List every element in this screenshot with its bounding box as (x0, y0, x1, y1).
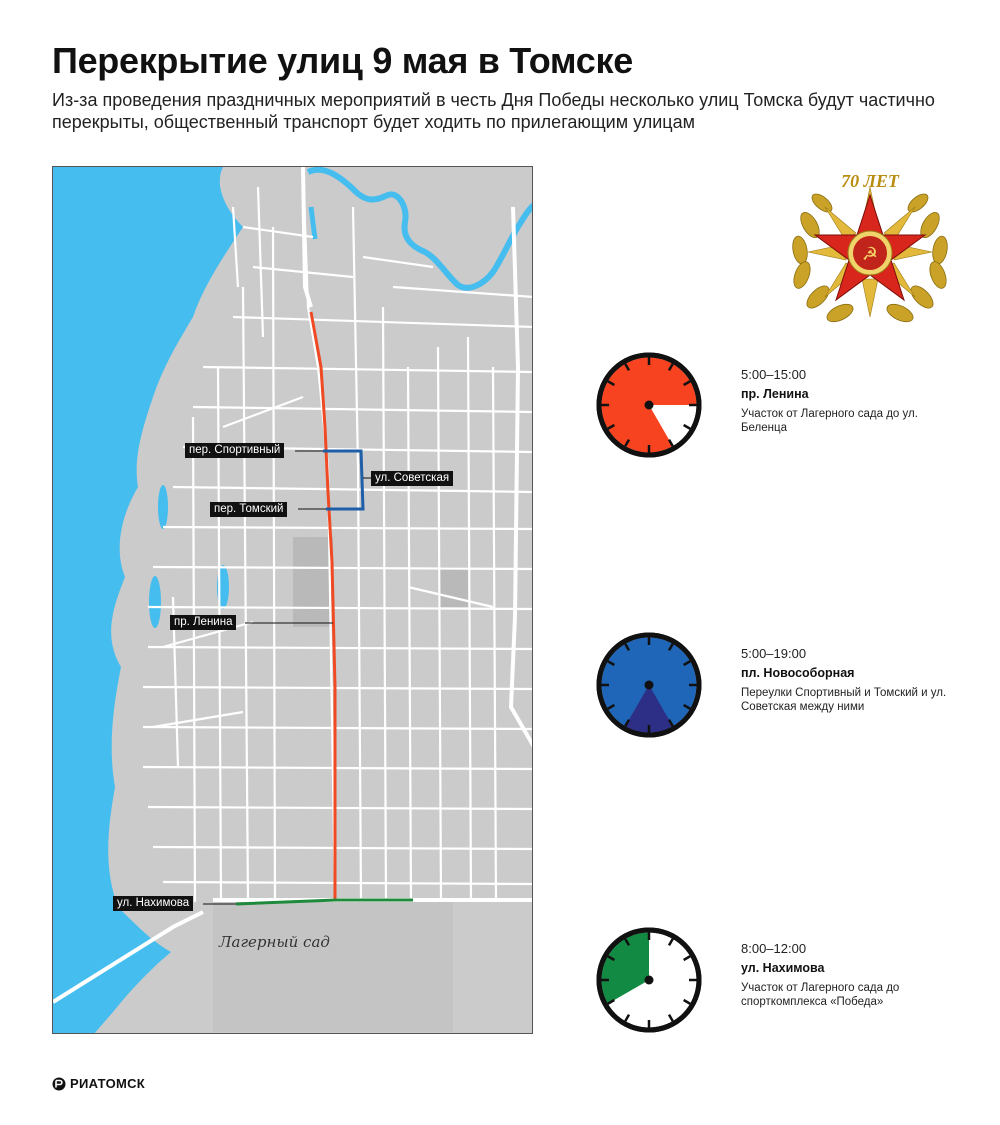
closure-time: 5:00–15:00 (741, 367, 807, 382)
victory-70-emblem (780, 165, 960, 335)
order-of-patriotic-war-icon (780, 165, 960, 335)
closure-place: пл. Новособорная (741, 666, 855, 680)
riatomsk-logo-icon (52, 1077, 66, 1091)
park-block (293, 537, 333, 627)
emblem-70-text: 70 ЛЕТ (841, 171, 899, 191)
closure-place: ул. Нахимова (741, 961, 825, 975)
closure-time: 5:00–19:00 (741, 646, 807, 661)
hammer-sickle-icon: ☭ (861, 244, 879, 265)
clock-novosobornaya (594, 630, 704, 740)
closure-nakhimova (741, 941, 961, 1009)
closure-place: пр. Ленина (741, 387, 809, 401)
pond (149, 576, 161, 628)
label-lenina: пр. Ленина (170, 615, 236, 630)
city-map[interactable] (52, 166, 533, 1034)
label-sportivny: пер. Спортивный (185, 443, 284, 458)
lagerny-sad-area (213, 902, 453, 1032)
logo-text: РИАТОМСК (70, 1076, 146, 1091)
clock-center (645, 681, 654, 690)
pond (158, 485, 168, 529)
closure-time: 8:00–12:00 (741, 941, 807, 956)
closure-description: Участок от Лагерного сада до ул. Беленца (741, 408, 918, 434)
clock-center (645, 976, 654, 985)
clock-center (645, 401, 654, 410)
riatomsk-logo[interactable] (52, 1076, 145, 1091)
closure-lenina (741, 367, 961, 435)
clock-lenina (594, 350, 704, 460)
page-title: Перекрытие улиц 9 мая в Томске (52, 40, 633, 81)
label-tomsky: пер. Томский (210, 502, 287, 517)
closure-description: Переулки Спортивный и Томский и ул. Советская между ними (741, 687, 947, 713)
clock-nakhimova (594, 925, 704, 1035)
park-name: Лагерный сад (219, 933, 330, 951)
label-nakhimova: ул. Нахимова (113, 896, 193, 911)
closure-novosobornaya (741, 646, 961, 714)
page-subtitle: Из-за проведения праздничных мероприятий в честь Дня Победы несколько улиц Томска будут частично перекрыты, общественный транспорт будет ходить по прилегающим улицам (52, 90, 935, 132)
closure-description: Участок от Лагерного сада до спорткомплекса «Победа» (741, 982, 900, 1008)
label-sovetskaya: ул. Советская (371, 471, 453, 486)
